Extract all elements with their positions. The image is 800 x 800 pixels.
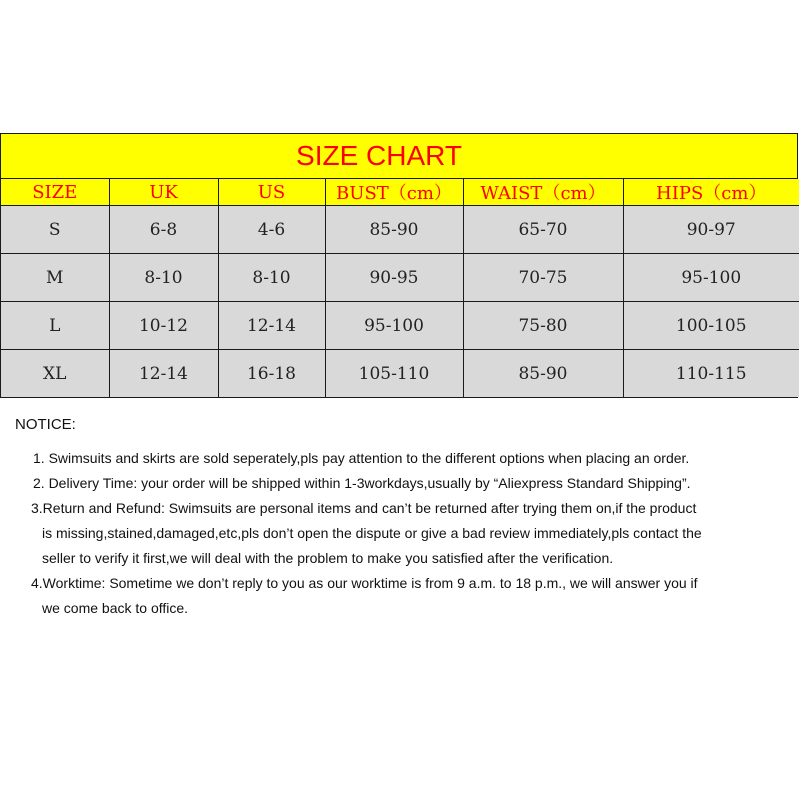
notice-section bbox=[15, 416, 785, 621]
notice-item: 2. Delivery Time: your order will be shipped within 1-3workdays,usually by “Aliexpress Standard Shipping”. bbox=[33, 475, 691, 491]
notice-item-continuation: seller to verify it first,we will deal with the problem to make you satisfied after the verification. bbox=[42, 550, 614, 566]
size-chart-title: SIZE CHART bbox=[296, 140, 462, 171]
cell-bust: 90-95 bbox=[325, 254, 463, 302]
notice-item: 4.Worktime: Sometime we don’t reply to you as our worktime is from 9 a.m. to 18 p.m., we will answer you if bbox=[31, 575, 698, 591]
cell-bust: 105-110 bbox=[325, 350, 463, 398]
cell-size: L bbox=[1, 302, 109, 350]
notice-item: 3.Return and Refund: Swimsuits are personal items and can’t be returned after trying them on,if the product bbox=[31, 500, 697, 516]
cell-size: XL bbox=[1, 350, 109, 398]
cell-hips: 95-100 bbox=[623, 254, 799, 302]
size-chart-title-bar bbox=[1, 134, 797, 179]
cell-us: 12-14 bbox=[218, 302, 325, 350]
cell-uk: 6-8 bbox=[109, 206, 218, 254]
cell-uk: 8-10 bbox=[109, 254, 218, 302]
cell-hips: 110-115 bbox=[623, 350, 799, 398]
notice-title: NOTICE: bbox=[15, 416, 76, 433]
header-waist: WAIST（cm） bbox=[463, 179, 623, 206]
header-bust: BUST（cm） bbox=[325, 179, 463, 206]
table-row bbox=[1, 350, 799, 398]
cell-size: M bbox=[1, 254, 109, 302]
size-chart bbox=[0, 133, 798, 398]
header-us: US bbox=[218, 179, 325, 206]
cell-us: 4-6 bbox=[218, 206, 325, 254]
cell-waist: 85-90 bbox=[463, 350, 623, 398]
notice-item: 1. Swimsuits and skirts are sold seperately,pls pay attention to the different options when placing an order. bbox=[33, 450, 690, 466]
cell-uk: 10-12 bbox=[109, 302, 218, 350]
cell-uk: 12-14 bbox=[109, 350, 218, 398]
table-row bbox=[1, 254, 799, 302]
size-table bbox=[1, 179, 799, 397]
header-hips: HIPS（cm） bbox=[623, 179, 799, 206]
cell-waist: 75-80 bbox=[463, 302, 623, 350]
cell-waist: 70-75 bbox=[463, 254, 623, 302]
notice-item-continuation: is missing,stained,damaged,etc,pls don’t open the dispute or give a bad review immediately,pls contact the bbox=[42, 525, 702, 541]
cell-bust: 85-90 bbox=[325, 206, 463, 254]
notice-item-continuation: we come back to office. bbox=[42, 600, 189, 616]
table-header-row bbox=[1, 179, 799, 206]
cell-waist: 65-70 bbox=[463, 206, 623, 254]
table-row bbox=[1, 302, 799, 350]
cell-bust: 95-100 bbox=[325, 302, 463, 350]
cell-size: S bbox=[1, 206, 109, 254]
header-size: SIZE bbox=[1, 179, 109, 206]
cell-hips: 100-105 bbox=[623, 302, 799, 350]
cell-us: 16-18 bbox=[218, 350, 325, 398]
cell-hips: 90-97 bbox=[623, 206, 799, 254]
table-row bbox=[1, 206, 799, 254]
cell-us: 8-10 bbox=[218, 254, 325, 302]
header-uk: UK bbox=[109, 179, 218, 206]
